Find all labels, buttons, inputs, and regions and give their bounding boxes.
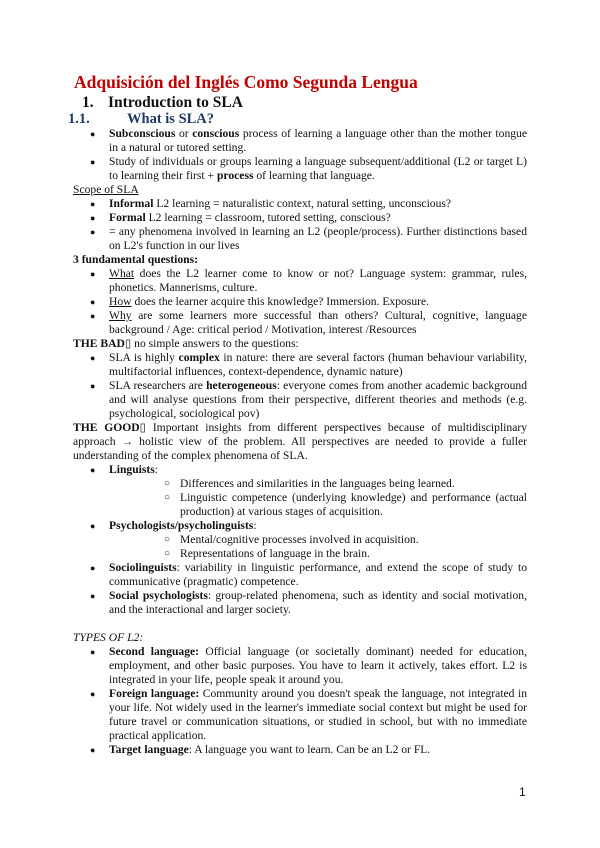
sublist-item: ○ Mental/cognitive processes involved in acquisition. (109, 533, 527, 547)
page-number: 1 (519, 785, 526, 799)
text: no simple answers to the questions: (131, 337, 299, 350)
what-is-sla-list (73, 127, 527, 183)
term-sociolinguists: Sociolinguists (109, 561, 177, 574)
the-good-paragraph (73, 421, 527, 463)
text: does the L2 learner come to know or not? Language system: grammar, rules, phonetics. Mannerisms, culture. (109, 267, 527, 294)
scope-heading: Scope of SLA (73, 183, 139, 196)
list-item (73, 155, 527, 183)
section-number: 1. (82, 94, 94, 111)
term-complex: complex (178, 351, 220, 364)
list-item (73, 211, 527, 225)
list-item (73, 589, 527, 617)
term-informal: Informal (109, 197, 154, 210)
scope-list (73, 197, 527, 253)
psychologists-sublist (109, 533, 527, 561)
questions-heading (73, 253, 527, 267)
term-second-language: Second language: (109, 645, 200, 658)
text: 3 fundamental questions: (73, 253, 198, 266)
term-conscious: conscious (192, 127, 240, 140)
list-item (73, 687, 527, 743)
list-item (73, 743, 527, 757)
text: : A language you want to learn. Can be an L2 or FL. (188, 743, 431, 756)
types-list (73, 645, 527, 757)
document-title: Adquisición del Inglés Como Segunda Lengua (74, 72, 418, 92)
text: L2 learning = classroom, tutored setting, conscious? (145, 211, 391, 224)
term-why: Why (109, 309, 132, 322)
text: : everyone comes from another academic background and will analyse questions from their perspective, different theories and methods (e.g. psychological, sociological pov) (109, 379, 527, 420)
list-item (73, 225, 527, 253)
text: SLA researchers are (109, 379, 207, 392)
text: are some learners more successful than others? Cultural, cognitive, language background / Age: critical period / Motivation, interest /Resources (109, 309, 527, 336)
term-subconscious: Subconscious (109, 127, 176, 140)
label-the-good: THE GOOD (73, 421, 140, 434)
subsection-title: What is SLA? (127, 111, 215, 127)
text: L2 learning = naturalistic context, natural setting, unconscious? (153, 197, 452, 210)
text: : (154, 463, 158, 476)
types-heading: TYPES OF L2: (73, 631, 144, 644)
text: in nature: there are several factors (human behaviour variability, multifactorial influences, context-dependence, dynamic nature) (109, 351, 527, 378)
text: : (253, 519, 257, 532)
term-heterogeneous: heterogeneous (206, 379, 277, 392)
term-target-language: Target language (109, 743, 189, 756)
text: Community around you doesn't speak the language, not integrated in your life. Not widely used in the learner's immediate social context but might be used for future travel or communication situations, or studied in school, but with no immediate practical application. (109, 687, 527, 742)
list-item (73, 519, 527, 561)
text: : group-related phenomena, such as identity and social motivation, and the interactional and larger society. (109, 589, 527, 616)
term-foreign-language: Foreign language: (109, 687, 200, 700)
term-psychologists: Psychologists/psycholinguists (109, 519, 254, 532)
perspectives-list (73, 463, 527, 617)
text: Important insights from different perspectives because of multidisciplinary approach → holistic view of the problem. All perspectives are needed to provide a fuller understanding of the complex phenomena of SLA. (73, 421, 527, 462)
missing-glyph-icon: ▯ (124, 337, 132, 350)
subsection-heading (68, 111, 214, 128)
term-social-psychologists: Social psychologists (109, 589, 208, 602)
label-the-bad: THE BAD (73, 337, 125, 350)
questions-list (73, 267, 527, 337)
text: of learning that language. (253, 169, 375, 182)
text: does the learner acquire this knowledge? Immersion. Exposure. (131, 295, 430, 308)
term-linguists: Linguists (109, 463, 155, 476)
section-heading (82, 94, 243, 112)
text: Official language (or societally dominant) needed for education, employment, and other basic purposes. You have to learn it actively, takes effort. L2 is integrated in your life, people speak it around you. (109, 645, 527, 686)
term-what: What (109, 267, 135, 280)
term-process: process (216, 169, 254, 182)
text: Study of individuals or groups learning a language subsequent/additional (L2 or target L) to learning their first + (109, 155, 527, 182)
list-item (73, 295, 527, 309)
text: SLA is highly (109, 351, 179, 364)
sublist-item: ○ Representations of language in the brain. (109, 547, 527, 561)
list-item (73, 379, 527, 421)
term-formal: Formal (109, 211, 146, 224)
list-item (73, 561, 527, 589)
linguists-sublist (109, 477, 527, 519)
text: = any phenomena involved in learning an L2 (people/process). Further distinctions based on L2's function in our lives (109, 225, 527, 252)
list-item (73, 127, 527, 155)
text: : variability in linguistic performance, and extend the scope of study to communicative (pragmatic) competence. (109, 561, 527, 588)
list-item (73, 267, 527, 295)
document-body (73, 127, 527, 757)
text: process of learning a language other than the mother tongue in a natural or tutored setting. (109, 127, 527, 154)
subsection-number: 1.1. (68, 111, 90, 127)
sublist-item: ○ Linguistic competence (underlying knowledge) and performance (actual production) at various stages of acquisition. (109, 491, 527, 519)
the-bad-paragraph (73, 337, 527, 351)
list-item (73, 197, 527, 211)
list-item (73, 309, 527, 337)
text: or (175, 127, 193, 140)
list-item (73, 351, 527, 379)
list-item (73, 645, 527, 687)
spacer (73, 617, 527, 631)
the-bad-list (73, 351, 527, 421)
sublist-item: ○ Differences and similarities in the languages being learned. (109, 477, 527, 491)
list-item (73, 463, 527, 519)
section-title: Introduction to SLA (108, 94, 243, 111)
term-how: How (109, 295, 132, 308)
missing-glyph-icon: ▯ (139, 421, 147, 434)
